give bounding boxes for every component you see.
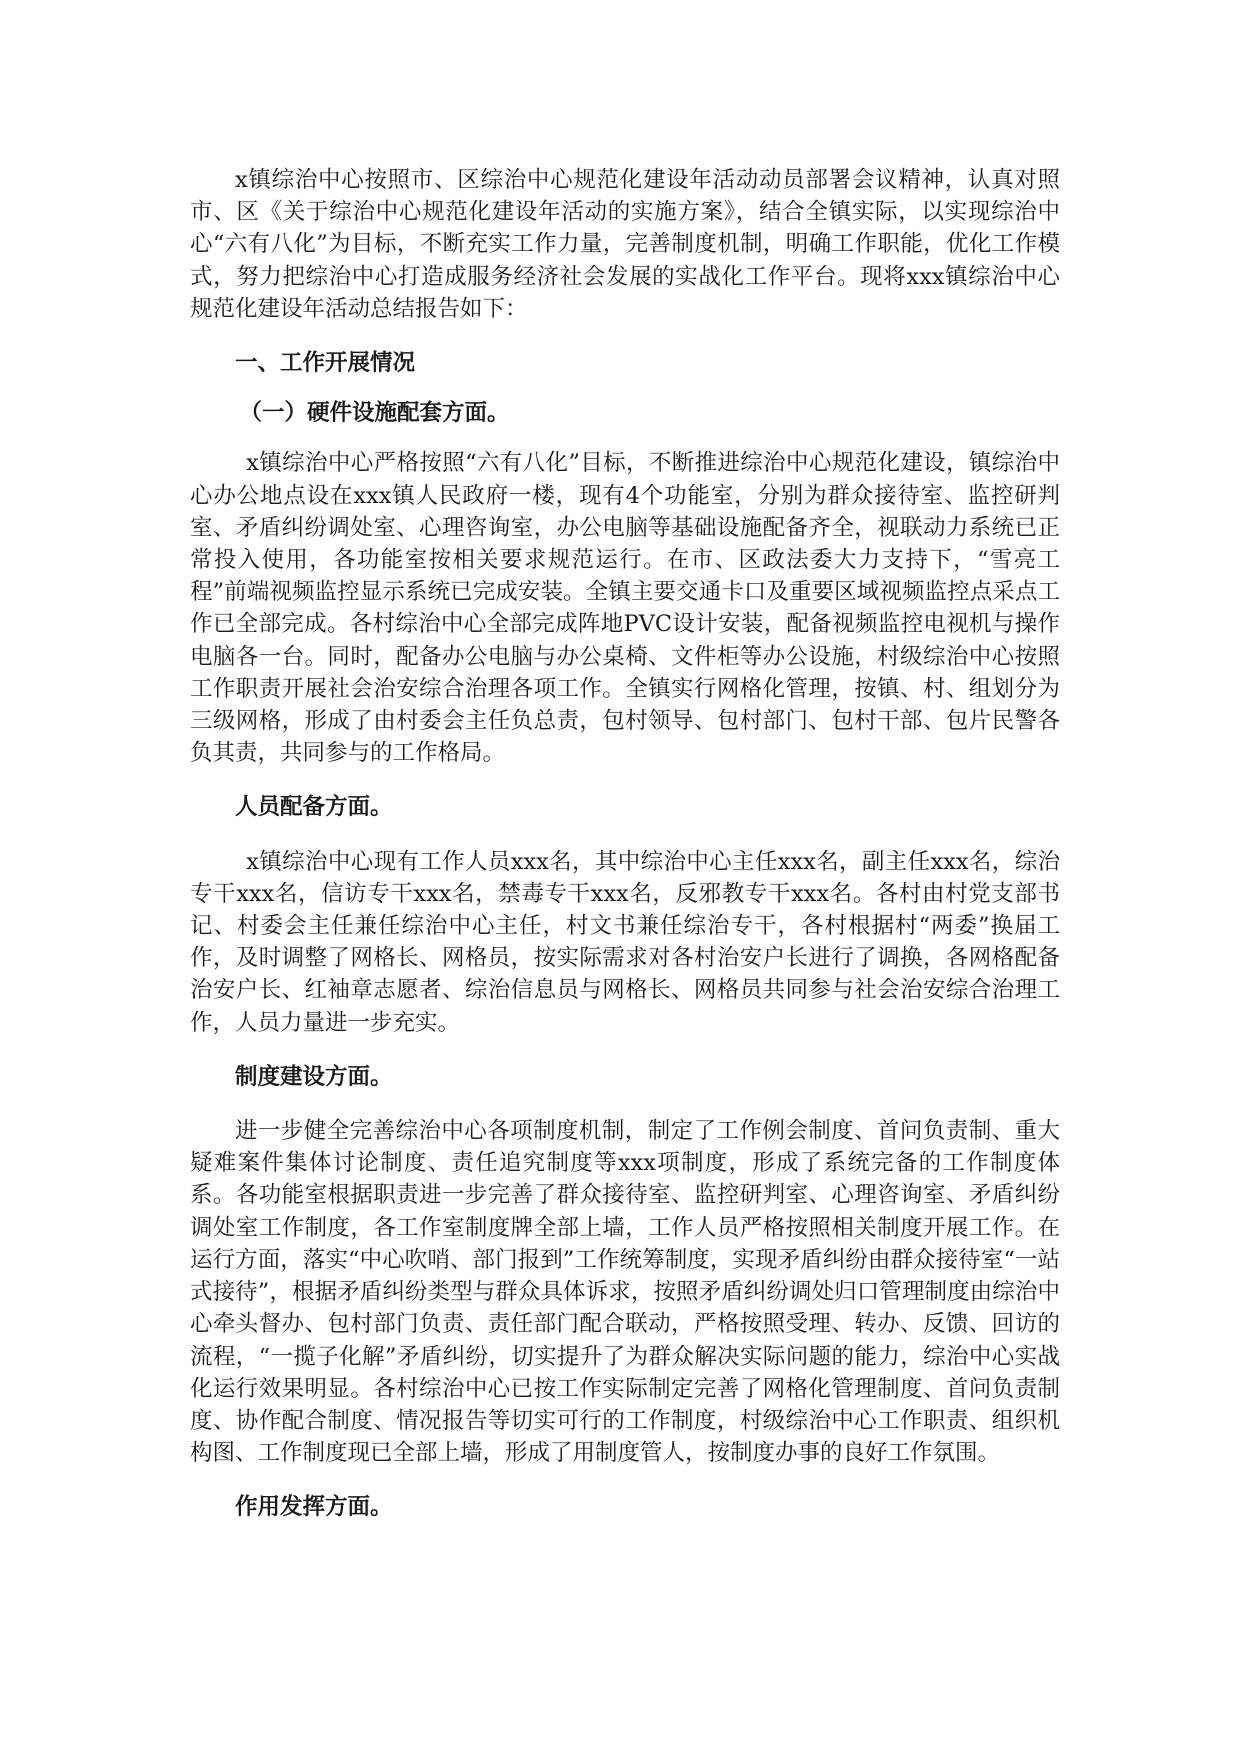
institution-paragraph: 进一步健全完善综治中心各项制度机制，制定了工作例会制度、首问负责制、重大疑难案件集体讨论制度、责任追究制度等xxx项制度，形成了系统完备的工作制度体系。各功能室根据职责进一步完善了群众接待室、监控研判室、心理咨询室、矛盾纠纷调处室工作制度，各工作室制度牌全部上墙，工作人员严格按照相关制度开展工作。在运行方面，落实“中心吹哨、部门报到”工作统筹制度，实现矛盾纠纷由群众接待室“一站式接待”，根据矛盾纠纷类型与群众具体诉求，按照矛盾纠纷调处归口管理制度由综治中心牵头督办、包村部门负责、责任部门配合联动，严格按照受理、转办、反馈、回访的流程，“一揽子化解”矛盾纠纷，切实提升了为群众解决实际问题的能力，综治中心实战化运行效果明显。各村综治中心已按工作实际制定完善了网格化管理制度、首问负责制度、协作配合制度、情况报告等切实可行的工作制度，村级综治中心工作职责、组织机构图、工作制度现已全部上墙，形成了用制度管人，按制度办事的良好工作氛围。 xyxy=(190,1118,1060,1467)
spacer xyxy=(190,325,1060,347)
hardware-paragraph: x镇综治中心严格按照“六有八化”目标，不断推进综治中心规范化建设，镇综治中心办公地点设在xxx镇人民政府一楼，现有4个功能室，分别为群众接待室、监控研判室、矛盾纠纷调处室、心理咨询室，办公电脑等基础设施配备齐全，视联动力系统已正常投入使用，各功能室按相关要求规范运行。在市、区政法委大力支持下，“雪亮工程”前端视频监控显示系统已完成安装。全镇主要交通卡口及重要区域视频监控点采点工作已全部完成。各村综治中心全部完成阵地PVC设计安装，配备视频监控电视机与操作电脑各一台。同时，配备办公电脑与办公桌椅、文件柜等办公设施，村级综治中心按照工作职责开展社会治安综合治理各项工作。全镇实行网格化管理，按镇、村、组划分为三级网格，形成了由村委会主任负总责，包村领导、包村部门、包村干部、包片民警各负其责，共同参与的工作格局。 xyxy=(190,450,1060,767)
spacer xyxy=(190,1469,1060,1491)
staffing-paragraph: x镇综治中心现有工作人员xxx名，其中综治中心主任xxx名，副主任xxx名，综治专干xxx名，信访专干xxx名，禁毒专干xxx名，反邪教专干xxx名。各村由村党支部书记、村委会主任兼任综治中心主任，村文书兼任综治专干，各村根据村“两委”换届工作，及时调整了网格长、网格员，按实际需求对各村治安户长进行了调换，各网格配备治安户长、红袖章志愿者、综治信息员与网格长、网格员共同参与社会治安综合治理工作，人员力量进一步充实。 xyxy=(190,848,1060,1036)
spacer xyxy=(190,429,1060,447)
section-heading-work-progress: 一、工作开展情况 xyxy=(235,350,416,377)
subsection-heading-staffing: 人员配备方面。 xyxy=(235,794,393,821)
spacer xyxy=(190,824,1060,846)
spacer xyxy=(190,1093,1060,1115)
document-body xyxy=(190,164,1060,1524)
intro-paragraph: x镇综治中心按照市、区综治中心规范化建设年活动动员部署会议精神，认真对照市、区《关于综治中心规范化建设年活动的实施方案》，结合全镇实际，以实现综治中心“六有八化”为目标，不断充实工作力量，完善制度机制，明确工作职能，优化工作模式，努力把综治中心打造成服务经济社会发展的实战化工作平台。现将xxx镇综治中心规范化建设年活动总结报告如下： xyxy=(190,167,1060,322)
subsection-heading-function: 作用发挥方面。 xyxy=(235,1494,393,1521)
spacer xyxy=(190,769,1060,791)
subsection-heading-institution: 制度建设方面。 xyxy=(235,1063,393,1090)
spacer xyxy=(190,1039,1060,1061)
subsection-heading-hardware: （一）硬件设施配套方面。 xyxy=(239,400,510,427)
spacer xyxy=(190,379,1060,397)
